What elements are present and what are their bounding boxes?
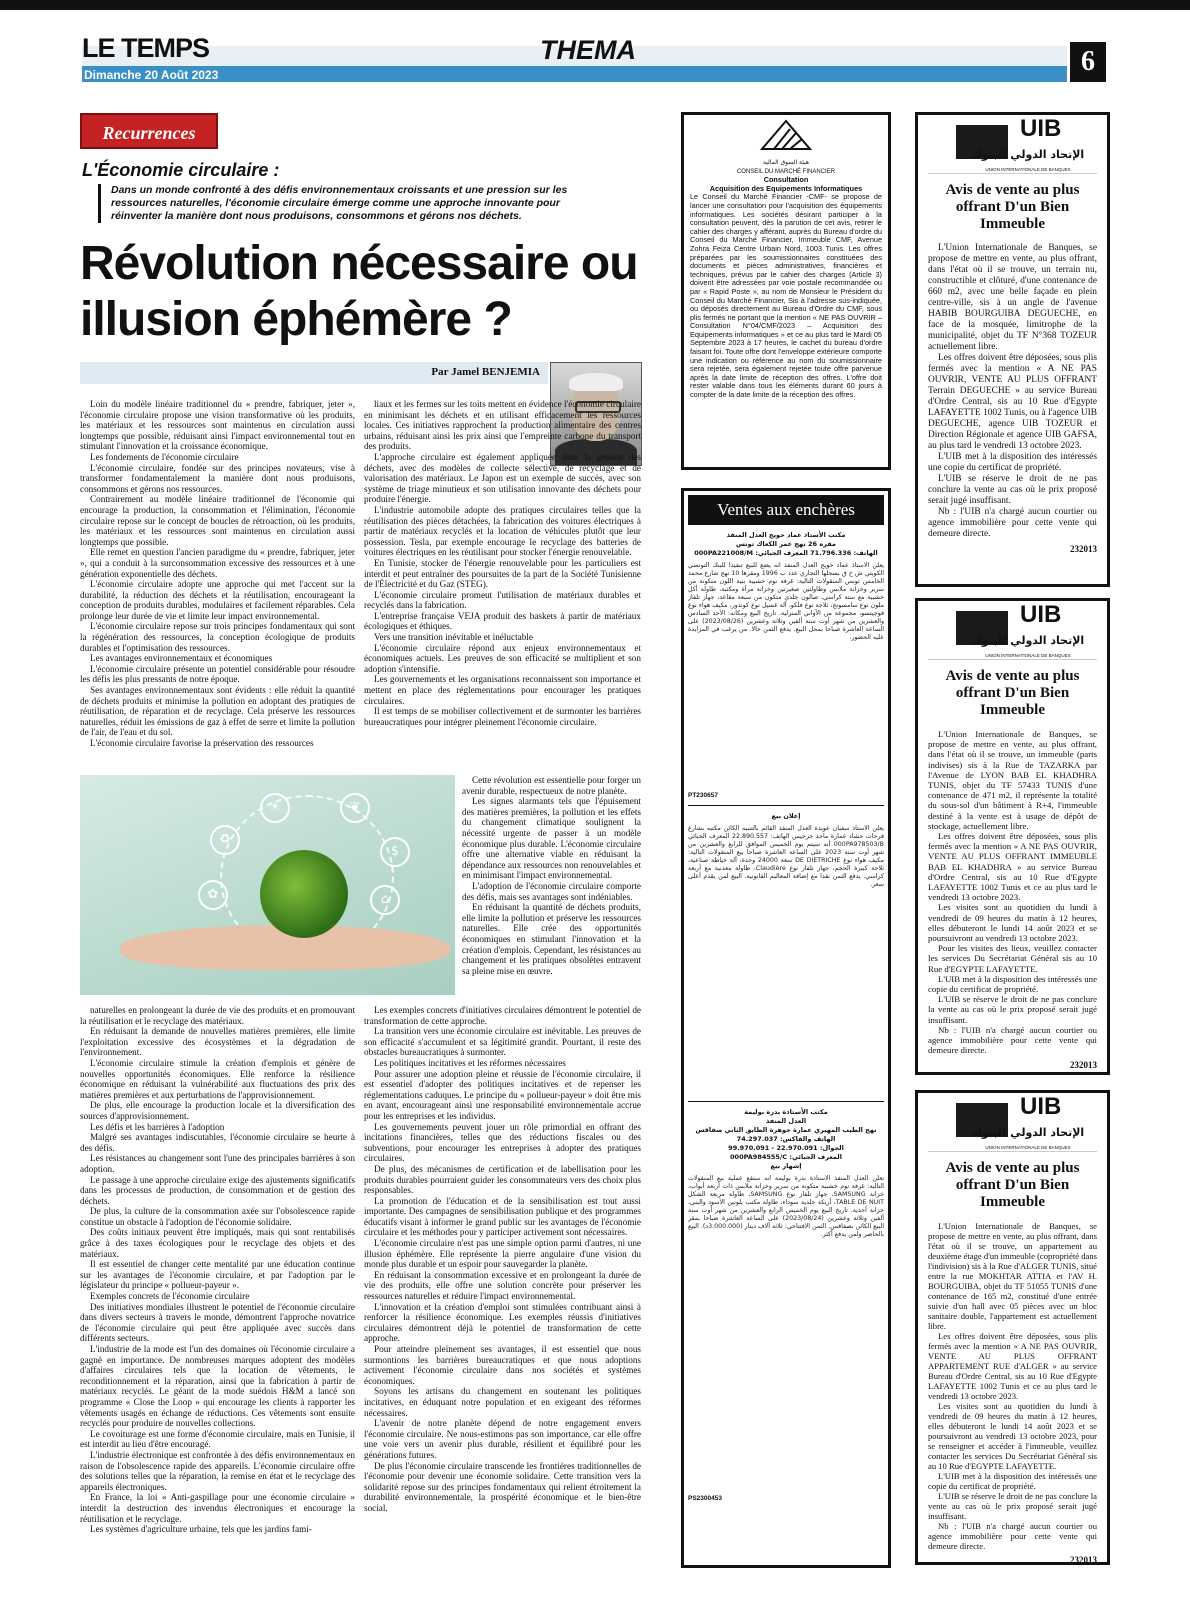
paragraph: Des initiatives mondiales illustrent le potentiel de l'économie circulaire dans divers secteurs à travers le monde, démontrent l'approche novatrice de l'économie circulaire qui peut être appliquée avec succès dans différents secteurs. [80,1301,355,1344]
article-column-3 [80,1005,355,1565]
paragraph: Soyons les artisans du changement en soutenant les politiques incitatives, en éduquant notre population et en exigeant des réformes nécessaires. [364,1386,641,1418]
cmf-name-arabic: هيئة السوق المالية [762,159,810,166]
paragraph: La transition vers une économie circulaire est inévitable. Les preuves de son efficacité s'accumulent et sa légitimité grandit. Pourtant, il reste des obstacles bureaucratiques à surmonter. [364,1026,641,1058]
paragraph: Les fondements de l'économie circulaire [90,451,239,462]
paragraph: Les visites sont au quotidien du lundi à vendredi de 09 heures du matin à 12 heures, elles débuteront le lundi 14 août 2023 et se poursuivront au vendredi 13 octobre 2023, pour se renseigner et accéder à l'immeuble, veuillez contacter les services Du Secrétariat Général sis au 10 Rue d'EGYPTE LAFAYETTE. [928,1401,1097,1471]
paragraph: L'UIB se réserve le droit de ne pas conclure la vente au cas où le prix proposé serait jugé insuffisant. [928,1491,1097,1521]
paragraph: Les offres doivent être déposées, sous plis fermés avec la mention « A NE PAS OUVRIR, VENTE AU PLUS OFFRANT IMMEUBLE BAB EL KHADHRA » au service Bureau d'Ordre Central, sis au 10 Rue d'Egypte LAFAYETTE 1002 Tunis et ce au plus tard le vendredi 13 octobre 2023. [928,831,1097,903]
cmf-logo-icon [756,119,816,159]
paragraph: Malgré ses avantages indiscutables, l'économie circulaire se heurte à des défis. [80,1132,355,1153]
plant-icon: ✿ [198,880,228,910]
paragraph: En Tunisie, stocker de l'énergie renouvelable pour les particuliers est interdit et peut entraîner des poursuites de la part de la Société Tunisienne de l'Électricité et du Gaz (STEG). [364,557,641,590]
paragraph: L'UIB met à la disposition des intéressés une copie du certificat de propriété. [928,452,1097,473]
uib-logo: UIB الإتحاد الدولي للبنوك UNION INTERNATIONALE DE BANQUES [928,605,1097,660]
globe-icon [260,850,348,938]
sun-icon: ☀ [260,793,290,823]
leaf-icon: ❦ [340,793,370,823]
byline: Par Jamel BENJEMIA [431,366,540,378]
paragraph: L'UIB se réserve le droit de ne pas conclure la vente au cas où le prix proposé serait jugé insuffisant. [928,994,1097,1025]
paragraph: Il est essentiel de changer cette mentalité par une éducation continue sur les avantages de l'économie circulaire, et par l'adoption par le législateur du principe « pollueur-payeur ». [80,1259,355,1291]
paragraph: Les politiques incitatives et les réformes nécessaires [374,1057,566,1068]
cmf-consultation-notice [681,112,891,470]
uib-notice-code: 232013 [1070,1059,1097,1070]
paragraph: Les exemples concrets d'initiatives circulaires démontrent le potentiel de transformation de cette approche. [364,1005,641,1026]
article-column-1 [80,399,355,759]
paragraph: Les offres doivent être déposées, sous plis fermés avec la mention « A NE PAS OUVRIR, VENTE AU PLUS OFFRANT APPARTEMENT RUE d'ALGER » au service Bureau d'Ordre Central, sis au 10 Rue d'Egypte LAFAYETTE 1002 Tunis et ce au plus tard le vendredi 13 octobre 2023. [928,1331,1097,1401]
uib-notice-code: 232013 [1070,1555,1097,1565]
paragraph: L'industrie automobile adopte des pratiques circulaires telles que la réutilisation des pièces détachées, la fabrication des voitures électriques à partir de matériaux recyclés et la location de véhicules plutôt que leur possession. Tesla, par exemple encourage le recyclage des batteries de voitures électriques en les réutilisant pour stocker l'énergie renouvelable. [364,504,641,558]
paragraph: L'avenir de notre planète dépend de notre engagement envers l'économie circulaire. Ne nous-estimons pas son importance, car elle offre une voie vers un avenir plus durable, résilient et équilibré pour les générations futures. [364,1418,641,1460]
paragraph: De plus, elle encourage la production locale et la diversification des sources d'approvisionnement. [80,1100,355,1121]
paragraph: L'Union Internationale de Banques, se propose de mettre en vente, au plus offrant, dans l'état où il se trouve, un appartement au deuxième étage d'un immeuble (copropriété dans l'indivision) sis à la Rue d'ALGER TUNIS, situé entre la rue MOKHTAR ATTIA et l'AV H. BOURGUIBA, objet du TF 51055 TUNIS d'une contenance de 165 m2, constitué d'une entrée suivie d'un hall avec 05 pièces avec un bloc sanitaire double, l'appartement est actuellement libre. [928,1221,1097,1331]
paragraph: Les résistances au changement sont l'une des principales barrières à son adoption. [80,1153,355,1174]
uib-notice-title: Avis de vente au plus offrant D'un Bien Immeuble [945,182,1080,232]
paragraph: L'Union Internationale de Banques, se propose de mettre en vente, au plus offrant, dans l'état où il se trouve, un terrain nu, constructible et clôturé, d'une contenance de 660 m2, avec une belle façade en plein centre-ville, sis à un angle de l'avenue HABIB BOURGUIBA DEGUECHE, en face de la mosquée, limitrophe de la municipalité, objet du TF N°368 TOZEUR actuellement libre. [928,243,1097,352]
paragraph: De plus, des mécanismes de certification et de labellisation pour les produits durables pourraient guider les consommateurs vers des choix plus responsables. [364,1163,641,1196]
cmf-heading: Consultation [763,175,809,185]
paragraph: Contrairement au modèle linéaire traditionnel de l'économie qui encourage la production, la consommation et l'élimination, l'économie circulaire repose sur le concept de boucles de rétroaction, où les produits, les matériaux et les ressources sont maintenus en circulation aussi longtemps que possible. [80,494,355,547]
paragraph: L'économie circulaire favorise la préservation des ressources [90,738,314,748]
uib-notice-body [928,1221,1097,1551]
paragraph: L'économie circulaire répond aux enjeux environnementaux et économiques actuels. Les preuves de son efficacité se multiplient et son adoption s'intensifie. [364,642,641,674]
cmf-body: Le Conseil du Marché Financier -CMF- se propose de lancer une consultation pour l'acquisition des équipements informatiques. Les sociétés désirant participer à la consultation peuvent, dès la parution de cet avis, retirer le cahier des charges y afférant, auprès du Bureau d'ordre du Conseil du Marché Financier, Immeuble CMF, Avenue Zohra Feiza Centre Urbain Nord, 1003 Tunis. Les offres préparées par les soumissionnaires constituées des documents et pièces administratives, financières et techniques, prévus par le cahier des charges (Article 3) doivent être adressées par voie postale recommandée ou par « Rapid Poste », au nom de Monsieur le Président du Conseil du Marché Financier, Sis à l'adresse sus-indiquée, ou déposés directement au Bureau d'Ordre du CMF, sous plis fermés ne portant que la mention « NE PAS OUVRIR – Consultation N°04/CMF/2023 – Acquisition des Equipements informatiques » et ce au plus tard le Mardi 05 Septembre 2023 à 17 heures, le cachet du bureau d'ordre faisant foi. Toute offre dont l'enveloppe extérieure comporte une indication ou référence au nom du soumissionnaire sera rejetée, sera également rejetée toute offre parvenue après la date limite de réception des offres. L'offre doit rester valable dans tous les éléments durant 60 jours à compter de la date limite de la réception des offres. [690,192,882,400]
paragraph: Nb : l'UIB n'a chargé aucun courtier ou agence immobilière pour cette vente qui demeure directe. [928,1521,1097,1551]
paragraph: L'UIB met à la disposition des intéressés une copie du certificat de propriété. [928,1471,1097,1491]
paragraph: Pour les visites des lieux, veuillez contacter les services Du Secrétariat Général sis au 10 Rue d'EGYPTE LAFAYETTE. [928,943,1097,974]
masthead: LE TEMPS [82,33,210,63]
cmf-name: CONSEIL DU MARCHÉ FINANCIER [736,168,836,175]
article-lead: Dans un monde confronté à des défis environnementaux croissants et une pression sur les ressources naturelles, l'économie circulaire émerge comme une approche innovante pour réinventer la manière dont nous produisons, consommons et gérons nos déchets. [98,184,611,223]
date-bar [82,66,1067,82]
paragraph: En réduisant la consommation excessive et en prolongeant la durée de vie des produits, elle offre une solution concrète pour préserver les ressources naturelles et réduire l'impact environnemental. [364,1269,641,1302]
paragraph: En réduisant la quantité de déchets produits, elle limite la pollution et préserve les ressources naturelles. Elle crée des opportunités économiques en stimulant l'innovation et la création d'emplois. Cependant, les résistances au changement et les pratiques obsolètes entravent sa pleine mise en œuvre. [462,902,641,976]
recycle-icon: ♻ [210,825,240,855]
hand-globe-illustration [80,775,455,995]
uib-notice-body [928,729,1097,1056]
dollar-icon: $ [380,837,410,867]
paragraph: L'industrie électronique est confrontée à des défis environnementaux en raison de l'obsolescence rapide des appareils. L'économie circulaire offre des solutions telles que la réparation, la remise en état et le recyclage des appareils électroniques. [80,1449,355,1492]
paragraph: L'économie circulaire présente un potentiel considérable pour résoudre les défis les plus pressants de notre époque. [80,663,355,685]
paragraph: Les gouvernements et les organisations reconnaissent son importance et mettent en place des réglementations pour encourager les pratiques circulaires. [364,674,641,706]
paragraph: De plus, la culture de la consommation axée sur l'obsolescence rapide constitue un obstacle à l'adoption de l'économie solidaire. [80,1206,355,1227]
uib-notice-title: Avis de vente au plus offrant D'un Bien Immeuble [945,668,1080,718]
paragraph: Pour assurer une adoption pleine et réussie de l'économie circulaire, il est essentiel d'adopter des politiques incitatives et de repenser les réglementations caduques. Le principe du « pollueur-payeur » doit être mis en avant, encourageant ainsi une responsabilité environnementale accrue pour les entreprises et les individus. [364,1068,641,1121]
paragraph: L'économie circulaire adopte une approche qui met l'accent sur la durabilité, la réduction des déchets et la réutilisation, encourageant la conception de produits durables, modulaires et facilement réparables. Cela prolonge leur durée de vie et limite leur impact environnemental. [80,579,355,621]
paragraph: Les avantages environnementaux et économiques [90,653,273,664]
paragraph: naturelles en prolongeant la durée de vie des produits et en promouvant la réutilisation et le recyclage des matériaux. [80,1005,355,1026]
uib-notice-title: Avis de vente au plus offrant D'un Bien Immeuble [945,1160,1080,1210]
paragraph: L'économie circulaire stimule la création d'emplois et génère de nouvelles opportunités économiques. Elle renforce la résilience économique en réduisant la vulnérabilité aux fluctuations des prix des matières premières et aux perturbations de l'approvisionnement. [80,1057,355,1100]
paragraph: De plus l'économie circulaire transcende les frontières traditionnelles de l'économie pour devenir une économie solidaire. Cette transition vers la solidarité repose sur des principes fondamentaux qui relient étroitement la durabilité environnementale, la prospérité économique et le bien-être social. [364,1460,641,1513]
paragraph: L'UIB met à la disposition des intéressés une copie du certificat de propriété. [928,973,1097,995]
paragraph: L'approche circulaire est également appliquée dans la gestion des déchets, avec des modèles de collecte sélective, de recyclage et de valorisation des matériaux. Le Japon est un exemple de succès, avec son système de triage minutieux et son utilisation innovante des déchets pour produire l'énergie. [364,451,641,505]
issue-date: Dimanche 20 Août 2023 [84,68,219,82]
uib-notice-body [928,243,1097,540]
rubric-badge: Recurrences [80,113,218,149]
paragraph: L'économie circulaire, fondée sur des principes novateurs, vise à transformer fondamentalement la manière dont nous produisons, consommons et gérons nos ressources. [80,462,355,494]
bank-icon: ⌂ [370,885,400,915]
uib-logo: UIB الإتحاد الدولي للبنوك UNION INTERNATIONALE DE BANQUES [928,119,1097,174]
paragraph: Les visites sont au quotidien du lundi à vendredi de 09 heures du matin à 12 heures, elles débuteront le lundi 14 août 2023 et se poursuivront au vendredi 13 octobre 2023. [928,902,1097,944]
paragraph: La promotion de l'éducation et de la sensibilisation est tout aussi importante. Des campagnes de sensibilisation publique et des programmes éducatifs visant à informer le grand public sur les avantages de l'économie circulaire et les méthodes pour y participer activement sont nécessaires. [364,1195,641,1238]
uib-sale-notice-1 [915,112,1110,587]
paragraph: Loin du modèle linéaire traditionnel du « prendre, fabriquer, jeter », l'économie circulaire propose une vision transformative où les produits, les matériaux et les ressources sont maintenus en circulation aussi longtemps que possible, réduisant ainsi l'impact environnemental tout en stimulant l'innovation et la croissance économique. [80,399,355,452]
paragraph: L'industrie de la mode est l'un des domaines où l'économie circulaire a gagné en importance. De nombreuses marques adoptent des modèles d'affaires circulaires tels que la location de vêtements, le reconditionnement et la réparation, ainsi que la fabrication à partir de matériaux recyclés. Le géant de la mode suédois H&M a lancé son programme « Close the Loop » qui encourage les clients à rapporter les vêtements usagés en échange de réductions. Ces vêtements sont ensuite recyclés pour produire de nouvelles collections. [80,1344,355,1429]
article-column-2 [364,399,641,764]
uib-logo: UIB الإتحاد الدولي للبنوك UNION INTERNATIONALE DE BANQUES [928,1097,1097,1152]
paragraph: L'économie circulaire promeut l'utilisation de matériaux durables et recyclés dans la fabrication. [364,589,641,611]
uib-notice-code: 232013 [1070,544,1097,554]
auction-notice-1-header: مكتب الأستاذ عماد حويج العدل المنفذ مقره 26 نهج عمر الكعاك تونس الهاتف: 71.796.336 المعرف الجبائي: 000PA221008/M [694,531,878,557]
auction-title: Ventes aux enchères [688,495,884,525]
paragraph: L'UIB se réserve le droit de ne pas conclure la vente au cas où le prix proposé serait jugé insuffisant. [928,474,1097,506]
paragraph: Les systèmes d'agriculture urbaine, tels que les jardins fami- [90,1524,312,1535]
auction-sales-section [681,488,891,1568]
auction-notice-3-header: مكتب الأستاذة بدرة بوليمة العدل المنفذ نهج الطيب المهيري عمارة جوهرة الطابق الثاني صفاقس الهاتف والفاكس: 74.297.037 الجوال: 22.970.091 - 99.970.091 المعرف الجبائي: 000PA984555/C إشهار بيع [695,1108,877,1170]
paragraph: Les offres doivent être déposées, sous plis fermés avec la mention « A NE PAS OUVRIR, VENTE AU PLUS OFFRANT Terrain DEGUECHE » au service Bureau d'Ordre Central, sis au 10 Rue d'Egypte LAFAYETTE 1002 Tunis, ou à l'agence UIB DEGUECHE, agence UIB TOZEUR et Direction Régionale et agence UIB GAFSA, au plus tard le vendredi 13 octobre 2023. [928,353,1097,451]
paragraph: L'adoption de l'économie circulaire comporte des défis, mais ses avantages sont indéniables. [462,880,641,902]
paragraph: liaux et les fermes sur les toits mettent en évidence l'économie circulaire en minimisant les déchets et en utilisant efficacement les ressources locales. Ces initiatives rapprochent la production alimentaire des centres urbains, réduisant ainsi les prix ainsi que l'empreinte carbone du transport des produits. [364,399,641,452]
paragraph: En France, la loi « Anti-gaspillage pour une économie circulaire » interdit la destruction des invendus électroniques et encourage la réutilisation et le recyclage. [80,1492,355,1524]
uib-sale-notice-3 [915,1090,1110,1565]
article-column-4 [364,1005,641,1565]
paragraph: Nb : l'UIB n'a chargé aucun courtier ou agence immobilière pour cette vente qui demeure directe. [928,1024,1097,1056]
paragraph: Des coûts initiaux peuvent être impliqués, mais qui sont rentabilisés grâce à des taxes écologiques pour le recyclage des objets et des matériaux. [80,1227,355,1259]
paragraph: En réduisant la demande de nouvelles matières premières, elle limite l'exploitation excessive des écosystèmes et la dégradation de l'environnement. [80,1026,355,1058]
article-column-2-continued [462,775,641,1000]
paragraph: Pour atteindre pleinement ses avantages, il est essentiel que nous surmontions les barrières bureaucratiques et que nous adoptions activement l'économie circulaire dans nos sociétés et systèmes économiques. [364,1344,641,1386]
paragraph: Nb : l'UIB n'a chargé aucun courtier ou agence immobilière pour cette vente qui demeure directe. [928,507,1097,539]
paragraph: L'entreprise française VEJA produit des baskets à partir de matériaux écologiques et éthiques. [364,610,641,632]
paragraph: Le covoiturage est une forme d'économie circulaire, mais en Tunisie, il est interdit au lieu d'être encouragé. [80,1428,355,1450]
paragraph: Ses avantages environnementaux sont évidents : elle réduit la quantité de déchets produits et minimise la pollution en adoptant des pratiques de réutilisation, de réparation et de recyclage. Cela préserve les ressources naturelles, réduit les émissions de gaz à effet de serre et limite la pollution de l'air, de l'eau et du sol. [80,685,355,738]
auction-notice-2-label: إعلان بيع [771,812,801,820]
paragraph: Il est temps de se mobiliser collectivement et de surmonter les barrières bureaucratiques pour intégrer pleinement l'économie circulaire. [364,706,641,727]
paragraph: L'innovation et la création d'emploi sont stimulées contribuant ainsi à renforcer la résilience économique. Les exemples réussis d'initiatives circulaires démontrent déjà le potentiel de transformation de cette approche. [364,1301,641,1344]
paragraph: Vers une transition inévitable et inéluctable [374,632,533,643]
paragraph: Les gouvernements peuvent jouer un rôle primordial en offrant des incitations financières, telles que des réductions fiscales ou des subventions, pour encourager les entreprises à adopter des pratiques circulaires. [364,1121,641,1164]
auction-notice-2-body: يعلن الأستاذ سفيان عويدة العدل المنفذ القائم بالتنبيه الكائن مكتبه بشارع فرحات حشاد عمارة ماجد جرجيس الهاتف: 22.890.557 المعرف الجبائي 000PA978503/B أنه سيتم يوم الخميس الموافق للرابع والعشرين من شهر أوت سنة 2023 على الساعة العاشرة صباحا بيع المنقولات التالية: مكيف هواء نوع DE DIETRICHE سعة 24000 وحدة، آلة خياطة صناعية، ثلاجة كبيرة الحجم، جهاز تلفاز نوع Claudière، طاولة معدنية مع أربعة كراسي. يدفع الثمن نقدا مع إضافة المعاليم القانونية. البيع لمن يقدم أعلى سعر. [688,825,884,888]
paragraph: L'Union Internationale de Banques, se propose de mettre en vente, au plus offrant, dans l'état où il se trouve, un immeuble (parts indivises) sis à la Rue de TAZARKA par l'Avenue de LYON BAB EL KHADHRA TUNIS, objet du TF 57433 TUNIS d'une contenance de 471 m2, il représente la totalité du sous-sol d'un bâtiment à R+4, l'immeuble destiné à la vente est à usage de dépôt de stockage, actuellement libre. [928,729,1097,831]
top-border [0,0,1190,10]
article-kicker: L'Économie circulaire : [82,160,280,180]
auction-notice-3-body: تعلن العدل المنفذ الأستاذة بدرة بوليمة أنه ستقع عملية بيع المنقولات التالية: غرفة نوم خشبية متكونة من سرير وخزانة ملابس ذات أربعة أبواب، خزانة SAMSUNG، جهاز تلفاز نوع SAMSUNG، طاولة مربعة الشكل TABLE DE NUIT، أريكة جلدية سوداء، طاولة مكتب بلونين الأسود والبني، خزانة أحذية. تاريخ البيع يوم الخميس الرابع والعشرين من شهر أوت سنة ألفين وثلاثة وعشرين (2023/08/24) على الساعة العاشرة صباحا بمقر البيع الكائن بصفاقس. الثمن الافتتاحي: ثلاثة آلاف دينار (3.000.000د). البيع بالحاضر ولمن يدفع أكثر. [688,1175,884,1238]
section-title: THEMA [540,35,636,65]
paragraph: Exemples concrets de l'économie circulaire [90,1291,250,1302]
article-title: Révolution nécessaire ou illusion éphémère ? [80,237,638,346]
paragraph: L'économie circulaire n'est pas une simple option parmi d'autres, ni une illusion éphémère. Elle représente la pierre angulaire d'une vision du monde plus durable et un espoir pour sauvegarder la planète. [364,1238,641,1270]
paragraph: Le passage à une approche circulaire exige des ajustements significatifs dans les processus de production, de consommation et de gestion des déchets. [80,1174,355,1206]
paragraph: Cette révolution est essentielle pour forger un avenir durable, respectueux de notre planète. [462,775,641,796]
paragraph: Elle remet en question l'ancien paradigme du « prendre, fabriquer, jeter », qui a conduit à la surconsommation excessive des ressources et à une génération exponentielle des déchets. [80,547,355,579]
uib-sale-notice-2 [915,598,1110,1075]
cmf-subheading: Acquisition des Equipements Informatiques [709,183,863,193]
paragraph: Les signes alarmants tels que l'épuisement des matières premières, la pollution et les effets du changement climatique soulignent la nécessité urgente de passer à un modèle économique plus durable. L'économie circulaire offre une alternative viable en réduisant la dépendance aux ressources non renouvelables et en minimisant l'impact environnemental. [462,796,641,881]
page-number: 6 [1070,42,1106,82]
auction-notice-3-ref: PS2300453 [688,1495,722,1502]
auction-notice-1-body: يعلن الأستاذ عماد حويج العدل المنفذ أنه يضع للبيع تنفيذا للبنك التونسي الكويتي ش خ ق بسجلها التجاري عدد ب 1996 ومقرها 10 نهج شارع محمد الخامس تونس المنقولات التالية: غرفة نوم خشبية بنية اللون متكونة من سرير وخزانة ملابس وطاولتين صغيرتين وخزانة مرآة ومكتبة، طاولة أكل خشبية مع ستة كراسي، صالون جلدي متكون من سبعة مقاعد، جهاز تلفاز ملون نوع سامسونج، ثلاجة نوع فلكو، آلة غسيل نوع كوندور، مكيف هواء نوع فوجيتسو، مجموعة من الأواني المنزلية. تاريخ البيع ومكانه: الأحد السادس والعشرين من شهر أوت سنة ألفين وثلاثة وعشرين (2023/08/26) على الساعة العاشرة صباحا بمحل البيع. يدفع الثمن حالا. من يرغب في المزايدة عليه الحضور. [688,562,884,641]
paragraph: L'économie circulaire repose sur trois principes fondamentaux qui sont la régénération des ressources, la conception écologique de produits durables et l'optimisation des ressources. [80,621,355,653]
paragraph: Les défis et les barrières à l'adoption [90,1121,225,1132]
auction-notice-1-ref: PT230657 [688,792,718,799]
